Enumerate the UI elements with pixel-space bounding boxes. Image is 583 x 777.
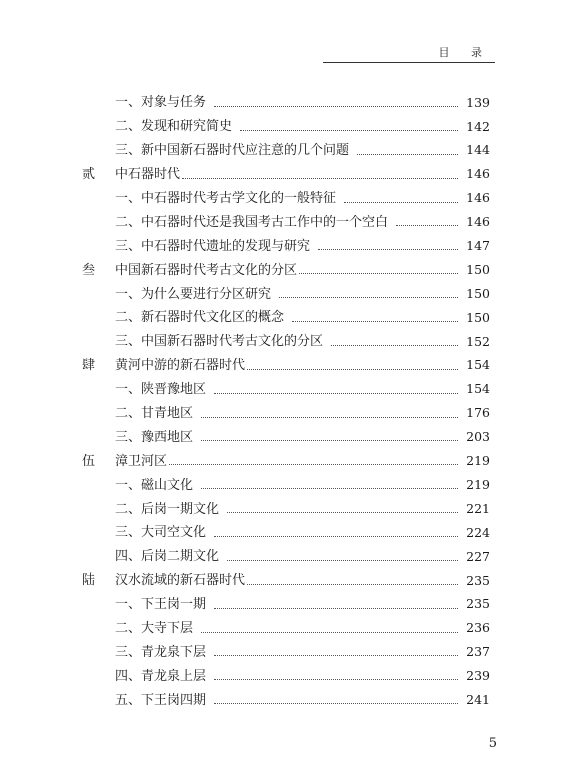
toc-entry[interactable] xyxy=(82,234,490,258)
entry-title: 二、后岗一期文化 xyxy=(115,501,220,517)
entry-page: 241 xyxy=(466,691,490,707)
dot-leader xyxy=(201,487,458,489)
page-number: 5 xyxy=(488,736,497,751)
entry-title: 三、中国新石器时代考古文化的分区 xyxy=(115,334,324,350)
toc-entry[interactable] xyxy=(82,545,490,569)
entry-page: 146 xyxy=(466,214,490,230)
toc-chapter[interactable] xyxy=(82,449,490,473)
toc-chapter[interactable] xyxy=(82,354,490,378)
header-rule xyxy=(323,62,495,63)
dot-leader xyxy=(214,654,458,656)
entry-page: 235 xyxy=(466,596,490,612)
entry-page: 154 xyxy=(466,381,490,397)
entry-page: 152 xyxy=(466,333,490,349)
dot-leader xyxy=(247,583,458,585)
dot-leader xyxy=(214,105,458,107)
entry-title: 五、下王岗四期 xyxy=(115,692,207,708)
toc-entry[interactable] xyxy=(82,91,490,115)
toc-entry[interactable] xyxy=(82,640,490,664)
toc-entry[interactable] xyxy=(82,664,490,688)
chapter-title: 黄河中游的新石器时代 xyxy=(115,358,246,374)
dot-leader xyxy=(201,631,458,633)
entry-page: 224 xyxy=(466,524,490,540)
entry-title: 三、大司空文化 xyxy=(115,525,207,541)
entry-page: 239 xyxy=(466,668,490,684)
entry-title: 三、新中国新石器时代应注意的几个问题 xyxy=(115,143,350,159)
entry-page: 150 xyxy=(466,285,490,301)
toc-entry[interactable] xyxy=(82,473,490,497)
dot-leader xyxy=(279,296,458,298)
entry-page: 154 xyxy=(466,357,490,373)
toc-entry[interactable] xyxy=(82,617,490,641)
entry-page: 227 xyxy=(466,548,490,564)
entry-page: 219 xyxy=(466,453,490,469)
entry-title: 三、中石器时代遗址的发现与研究 xyxy=(115,238,311,254)
toc-entry[interactable] xyxy=(82,330,490,354)
entry-page: 235 xyxy=(466,572,490,588)
entry-page: 221 xyxy=(466,500,490,516)
entry-page: 146 xyxy=(466,190,490,206)
dot-leader xyxy=(227,511,458,513)
chapter-number: 贰 xyxy=(82,167,96,183)
dot-leader xyxy=(344,201,458,203)
dot-leader xyxy=(247,368,458,370)
table-of-contents xyxy=(82,91,490,712)
dot-leader xyxy=(357,153,458,155)
entry-title: 二、甘青地区 xyxy=(115,406,194,422)
toc-entry[interactable] xyxy=(82,306,490,330)
entry-title: 四、后岗二期文化 xyxy=(115,549,220,565)
dot-leader xyxy=(214,535,458,537)
entry-page: 144 xyxy=(466,142,490,158)
entry-title: 一、为什么要进行分区研究 xyxy=(115,286,272,302)
entry-title: 四、青龙泉上层 xyxy=(115,668,207,684)
entry-page: 236 xyxy=(466,620,490,636)
dot-leader xyxy=(299,272,458,274)
entry-title: 一、陕晋豫地区 xyxy=(115,382,207,398)
toc-entry[interactable] xyxy=(82,210,490,234)
entry-title: 一、磁山文化 xyxy=(115,477,194,493)
entry-title: 一、中石器时代考古学文化的一般特征 xyxy=(115,191,337,206)
dot-leader xyxy=(182,177,458,179)
dot-leader xyxy=(318,248,458,250)
toc-entry[interactable] xyxy=(82,402,490,426)
dot-leader xyxy=(214,607,458,609)
toc-entry[interactable] xyxy=(82,497,490,521)
toc-entry[interactable] xyxy=(82,282,490,306)
chapter-title: 中国新石器时代考古文化的分区 xyxy=(115,262,298,278)
dot-leader xyxy=(227,559,458,561)
entry-page: 237 xyxy=(466,644,490,660)
toc-entry[interactable] xyxy=(82,593,490,617)
entry-title: 二、发现和研究简史 xyxy=(115,119,233,135)
dot-leader xyxy=(396,224,458,226)
dot-leader xyxy=(331,344,458,346)
entry-page: 203 xyxy=(466,429,490,445)
entry-title: 二、大寺下层 xyxy=(115,621,194,637)
dot-leader xyxy=(214,702,458,704)
entry-page: 147 xyxy=(466,238,490,254)
toc-entry[interactable] xyxy=(82,139,490,163)
dot-leader xyxy=(214,392,458,394)
dot-leader xyxy=(292,320,458,322)
chapter-number: 肆 xyxy=(82,358,96,374)
toc-chapter[interactable] xyxy=(82,258,490,282)
dot-leader xyxy=(214,678,458,680)
toc-chapter[interactable] xyxy=(82,163,490,187)
toc-entry[interactable] xyxy=(82,378,490,402)
toc-entry[interactable] xyxy=(82,115,490,139)
toc-entry[interactable] xyxy=(82,187,490,211)
chapter-number: 伍 xyxy=(82,453,96,469)
chapter-title: 中石器时代 xyxy=(115,167,181,183)
entry-title: 三、青龙泉下层 xyxy=(115,644,207,660)
chapter-number: 陆 xyxy=(82,573,96,589)
entry-page: 142 xyxy=(466,118,490,134)
entry-page: 150 xyxy=(466,309,490,325)
entry-page: 139 xyxy=(466,94,490,110)
chapter-number: 叁 xyxy=(82,262,96,278)
dot-leader xyxy=(201,416,458,418)
entry-page: 219 xyxy=(466,476,490,492)
dot-leader xyxy=(169,463,458,465)
entry-title: 二、中石器时代还是我国考古工作中的一个空白 xyxy=(115,214,389,230)
entry-page: 176 xyxy=(466,405,490,421)
toc-entry[interactable] xyxy=(82,688,490,712)
entry-title: 一、对象与任务 xyxy=(115,95,207,111)
toc-chapter[interactable] xyxy=(82,569,490,593)
chapter-title: 漳卫河区 xyxy=(115,453,168,469)
dot-leader xyxy=(201,439,458,441)
entry-page: 146 xyxy=(466,166,490,182)
running-title: 目 录 xyxy=(438,46,491,59)
toc-entry[interactable] xyxy=(82,425,490,449)
toc-entry[interactable] xyxy=(82,521,490,545)
entry-title: 一、下王岗一期 xyxy=(115,597,207,613)
entry-title: 二、新石器时代文化区的概念 xyxy=(115,310,285,326)
entry-title: 三、豫西地区 xyxy=(115,429,194,445)
entry-page: 150 xyxy=(466,261,490,277)
dot-leader xyxy=(240,129,458,131)
chapter-title: 汉水流域的新石器时代 xyxy=(115,573,246,589)
